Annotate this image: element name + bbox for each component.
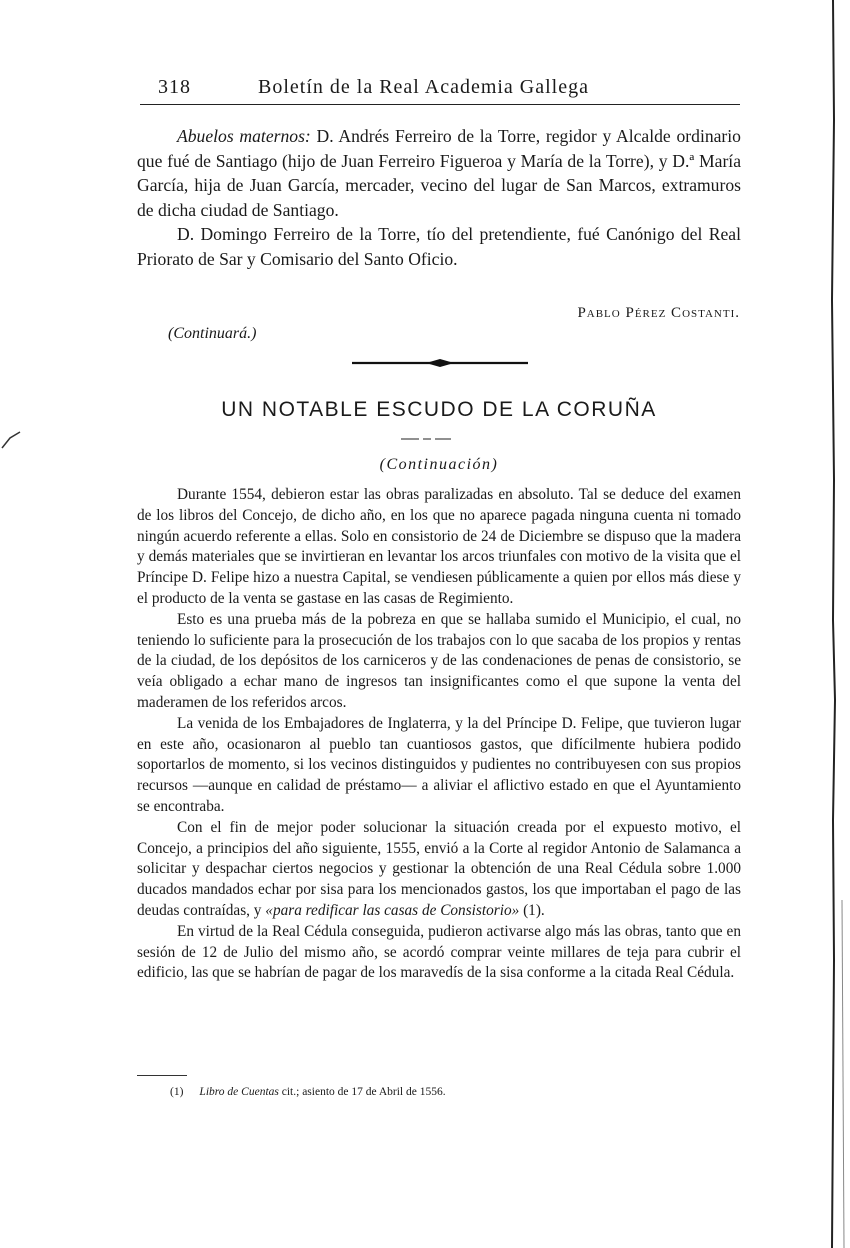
article-title: UN NOTABLE ESCUDO DE LA CORUÑA (221, 398, 657, 421)
footnote-rule (137, 1075, 187, 1076)
paragraph-maternal-grandparents (137, 124, 741, 222)
section-divider (352, 356, 528, 370)
previous-article-ending (137, 124, 741, 272)
title-ornament (401, 436, 451, 442)
body-text: Con el fin de mejor poder solucionar la situación creada por el expuesto motivo, el Concejo, a principios del año siguiente, 1555, envió a la Corte al regidor Antonio de Salamanca a solicitar y despachar ciertos negocios y gestionar la obtención de una Real Cédula sobre 1.000 ducados mandados echar por sisa para los mencionados gastos, los que importaban el pago de las deudas contraídas, y (137, 818, 741, 919)
running-header (140, 74, 740, 105)
scan-margin-mark (0, 420, 24, 450)
author-signature: Pablo Pérez Costanti. (577, 305, 740, 321)
body-paragraph: En virtud de la Real Cédula conseguida, pudieron activarse algo más las obras, tanto que en sesión de 12 de Julio del mismo año, se acordó comprar veinte millares de teja para cubrir el edificio, las que se habrían de pagar de los maravedís de la sisa conforme a la citada Real Cédula. (137, 922, 741, 982)
footnote-text: cit.; asiento de 17 de Abril de 1556. (278, 1086, 446, 1098)
to-be-continued: (Continuará.) (168, 325, 257, 342)
scan-edge-artifact (826, 0, 850, 1248)
footnote-reference: (1). (519, 901, 545, 919)
paragraph-uncle: D. Domingo Ferreiro de la Torre, tío del pretendiente, fué Canónigo del Real Priorato de Sar y Comisario del Santo Oficio. (137, 224, 741, 269)
footnote-number: (1) (170, 1086, 184, 1098)
body-paragraph: Esto es una prueba más de la pobreza en que se hallaba sumido el Municipio, el cual, no teniendo lo suficiente para la prosecución de los trabajos con lo que sacaba de los propios y rentas de la ciudad, de los depósitos de los carniceros y de las condenaciones de penas de consistorio, se veía obligado a echar mano de ingresos tan insignificantes como el que supone la venta del maderamen de los referidos arcos. (137, 610, 741, 711)
body-paragraph: La venida de los Embajadores de Inglaterra, y la del Príncipe D. Felipe, que tuvieron lugar en este año, ocasionaron al pueblo tan cuantiosos gastos, que difícilmente hubiera podido soportarlos de momento, si los vecinos distinguidos y pudientes no contribuyesen con sus propios recursos —aunque en calidad de préstamo— a aliviar el aflictivo estado en que el Ayuntamiento se encontraba. (137, 714, 741, 815)
article-subtitle: (Continuación) (379, 456, 499, 473)
page-number: 318 (158, 76, 191, 98)
quoted-phrase: «para redificar las casas de Consistorio» (265, 901, 520, 919)
maternal-grandparents-text: D. Andrés Ferreiro de la Torre, regidor y Alcalde ordinario que fué de Santiago (hijo de Juan Ferreiro Figueroa y María de la Torre), y D.ª María García, hija de Juan García, mercader, vecino del lugar de San Marcos, extramuros de dicha ciudad de Santiago. (137, 126, 741, 220)
footnote-source: Libro de Cuentas (199, 1086, 279, 1098)
body-paragraph: Durante 1554, debieron estar las obras paralizadas en absoluto. Tal se deduce del examen de los libros del Concejo, de dicho año, en los que no aparece pagada ninguna cuenta ni tomado ningún acuerdo referente a ellas. Solo en consistorio de 24 de Diciembre se dispuso que la madera y demás materiales que se invirtieran en levantar los arcos triunfales con motivo de la visita que el Príncipe D. Felipe hizo a nuestra Capital, se vendiesen públicamente a quien por ellos más diese y el producto de la venta se gastase en las casas de Regimiento. (137, 486, 741, 607)
journal-title: Boletín de la Real Academia Gallega (258, 76, 589, 98)
article-body (137, 485, 741, 984)
maternal-grandparents-label: Abuelos maternos: (177, 126, 311, 146)
footnote (170, 1086, 446, 1098)
body-paragraph (137, 818, 741, 922)
